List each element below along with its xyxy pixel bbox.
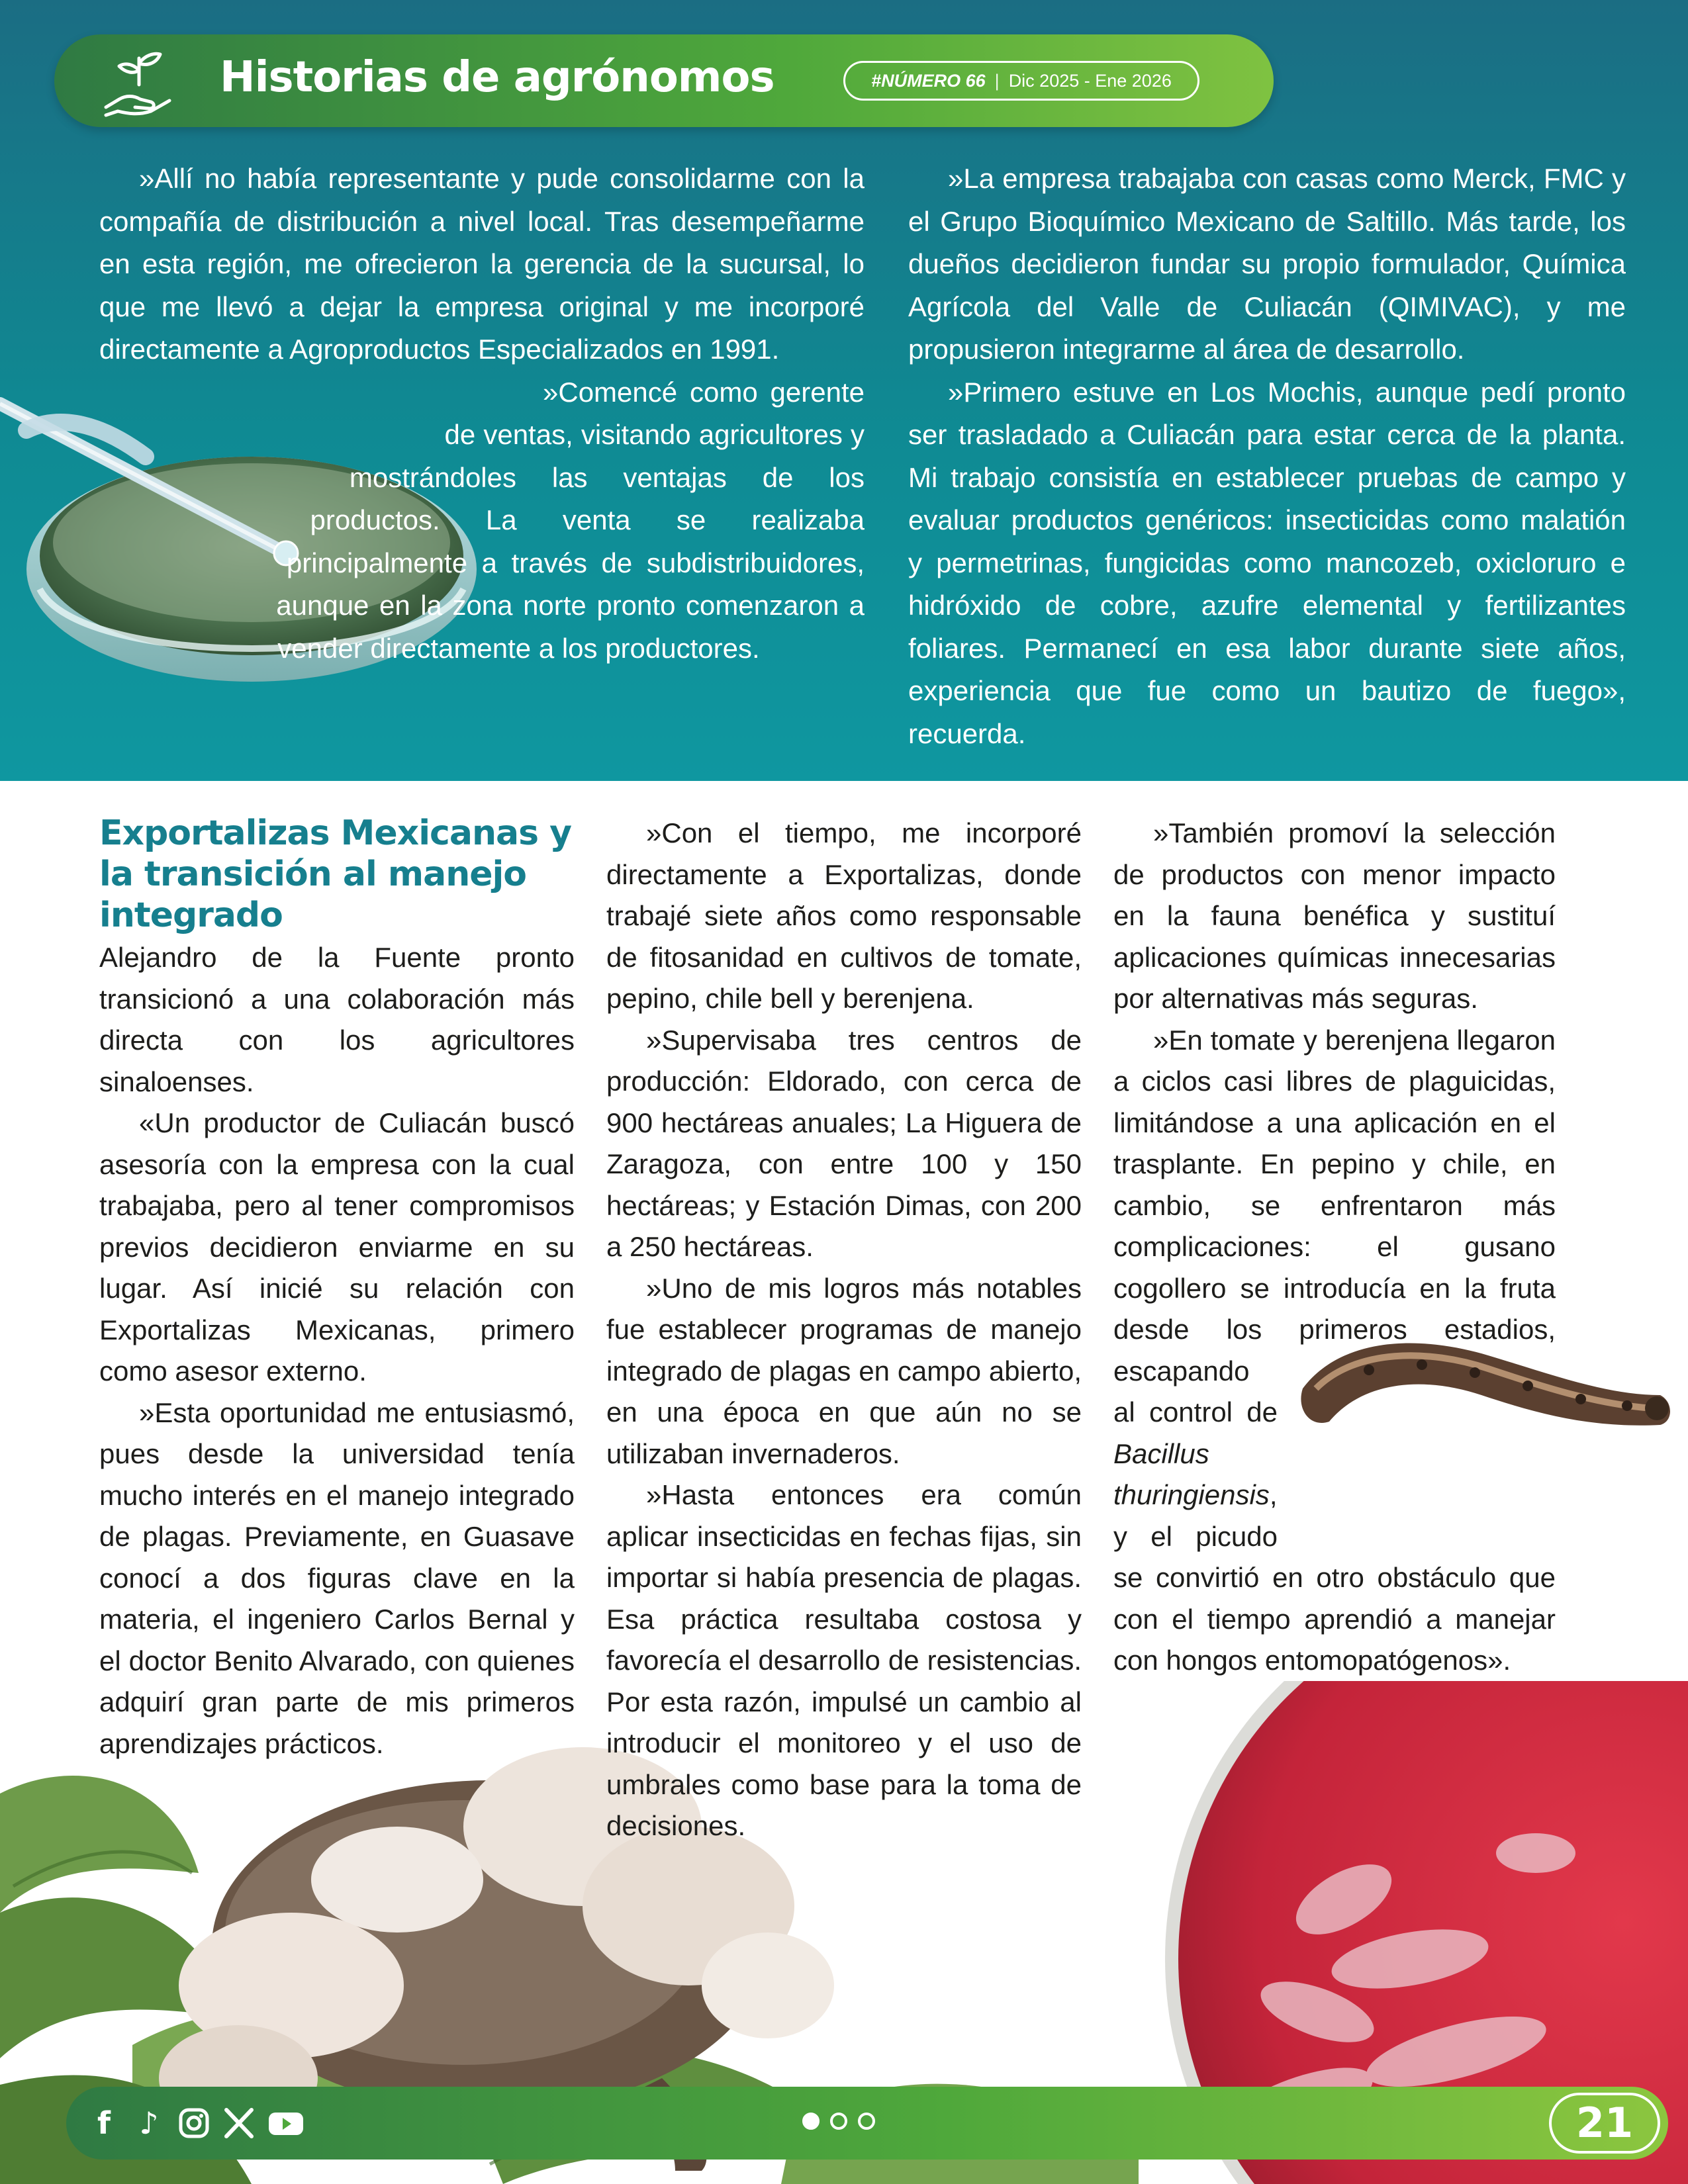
issue-separator: | bbox=[994, 70, 1000, 91]
col2-paragraph-2: »Supervisaba tres centros de producción: Eldorado, con cerca de 900 hectáreas anuales; La Higuera de Zaragoza, con entre 100 y 150 hectáreas; y Estación Dimas, con 200 a 250 hectáreas. bbox=[606, 1024, 1082, 1262]
lower-column-3 bbox=[1113, 813, 1556, 1682]
social-links bbox=[87, 2105, 301, 2142]
facebook-icon[interactable]: f bbox=[97, 2105, 111, 2141]
col1-paragraph-2: «Un productor de Culiacán buscó asesoría con la empresa con la cual trabajaba, pero al tener compromisos previos decidieron enviarme en su lugar. Así inicié su relación con Exportalizas Mexicanas, primero como asesor externo. bbox=[99, 1107, 575, 1387]
lower-column-1 bbox=[99, 813, 575, 1764]
col3-paragraph-2 bbox=[1113, 1020, 1556, 1682]
page-dots bbox=[802, 2113, 875, 2130]
page-dot-active bbox=[802, 2113, 820, 2130]
top-right-paragraph-1: »La empresa trabajaba con casas como Merck, FMC y el Grupo Bioquímico Mexicano de Saltillo. Más tarde, los dueños decidieron fundar su propio formulador, Química Agrícola del Valle de Culiacán (QIMIVAC), y me propusieron integrarme al área de desarrollo. bbox=[908, 163, 1626, 365]
col1-paragraph-1: Alejandro de la Fuente pronto transicionó a una colaboración más directa con los agricultores sinaloenses. bbox=[99, 942, 575, 1097]
top-right-column bbox=[908, 158, 1626, 755]
section-heading: Exportalizas Mexicanas y la transición al manejo integrado bbox=[99, 813, 572, 935]
issue-dates: Dic 2025 - Ene 2026 bbox=[1008, 70, 1172, 91]
top-left-paragraph-2: »Comencé como gerente de ventas, visitando agricultores y mostrándoles las ventajas de los productos. La venta se realizaba principalmente a través de subdistribuidores, aunque en la zona norte pronto comenzaron a vender directamente a los productores. bbox=[276, 376, 865, 664]
x-icon[interactable] bbox=[222, 2105, 256, 2142]
page-dot bbox=[858, 2113, 875, 2130]
youtube-icon[interactable] bbox=[267, 2105, 301, 2142]
col3-paragraph-2-end: , y el picudo se convirtió en otro obstáculo que con el tiempo aprendió a manejar con hongos entomopatógenos». bbox=[1113, 1479, 1556, 1676]
issue-number: #NÚMERO 66 bbox=[871, 70, 986, 91]
page-number: 21 bbox=[1549, 2093, 1660, 2154]
species-name: Bacillus thuringiensis bbox=[1113, 1437, 1270, 1510]
hand-sprout-icon bbox=[99, 44, 179, 123]
page-dot bbox=[830, 2113, 847, 2130]
col3-paragraph-1: »También promoví la selección de productos con menor impacto en la fauna benéfica y sustituí aplicaciones químicas innecesarias por alternativas más seguras. bbox=[1113, 817, 1556, 1014]
col3-paragraph-2-text: »En tomate y berenjena llegaron a ciclos casi libres de plaguicidas, limitándose a una aplicación en el trasplante. En pepino y chile, en cambio, se enfrentaron más complicaciones: el gusano cogollero se introducía en la fruta desde los primeros estadios, escapando al control de bbox=[1113, 1024, 1556, 1428]
col2-paragraph-3: »Uno de mis logros más notables fue establecer programas de manejo integrado de plagas en campo abierto, en una época en que aún no se utilizaban invernaderos. bbox=[606, 1272, 1082, 1469]
col2-paragraph-4 bbox=[606, 1475, 1082, 1847]
col1-paragraph-3: »Esta oportunidad me entusiasmó, pues desde la universidad tenía mucho interés en el manejo integrado de plagas. Previamente, en Guasave conocí a dos figuras clave en la materia, el ingeniero Carlos Bernal y el doctor Benito Alvarado, con quienes adquirí gran parte de mis primeros aprendizajes prácticos. bbox=[99, 1396, 575, 1759]
lower-column-2 bbox=[606, 813, 1082, 1847]
top-left-column bbox=[99, 158, 865, 828]
wrap-spacer bbox=[1278, 1390, 1556, 1556]
tiktok-icon[interactable]: ♪ bbox=[139, 2105, 159, 2141]
top-right-paragraph-2: »Primero estuve en Los Mochis, aunque pedí pronto ser trasladado a Culiacán para estar cerca de la planta. Mi trabajo consistía en establecer pruebas de campo y evaluar productos genéricos: insecticidas como malatión y permetrinas, fungicidas como mancozeb, oxicloruro e hidróxido de cobre, azufre elemental y fertilizantes foliares. Permanecí en esa labor durante siete años, experiencia que fue como un bautizo de fuego», recuerda. bbox=[908, 376, 1626, 749]
instagram-icon[interactable] bbox=[177, 2105, 211, 2142]
col2-paragraph-1: »Con el tiempo, me incorporé directamente a Exportalizas, donde trabajé siete años como responsable de fitosanidad en cultivos de tomate, pepino, chile bell y berenjena. bbox=[606, 817, 1082, 1014]
top-left-paragraph-1: »Allí no había representante y pude consolidarme con la compañía de distribución a nivel local. Tras desempeñarme en esta región, me ofrecieron la gerencia de la sucursal, lo que me llevó a dejar la empresa original y me incorporé directamente a Agroproductos Especializados en 1991. bbox=[99, 163, 865, 365]
section-title: Historias de agrónomos bbox=[220, 53, 774, 102]
col2-paragraph-4-text: »Hasta entonces era común aplicar insecticidas en fechas fijas, sin importar si había presencia de plagas. Esa práctica resultaba costosa y favorecía el desarrollo de resistencias. Por esta razón, impulsé un cambio al introducir el monitoreo y el uso de umbrales como base para la toma de decisiones. bbox=[606, 1479, 1082, 1841]
issue-badge bbox=[843, 61, 1199, 101]
